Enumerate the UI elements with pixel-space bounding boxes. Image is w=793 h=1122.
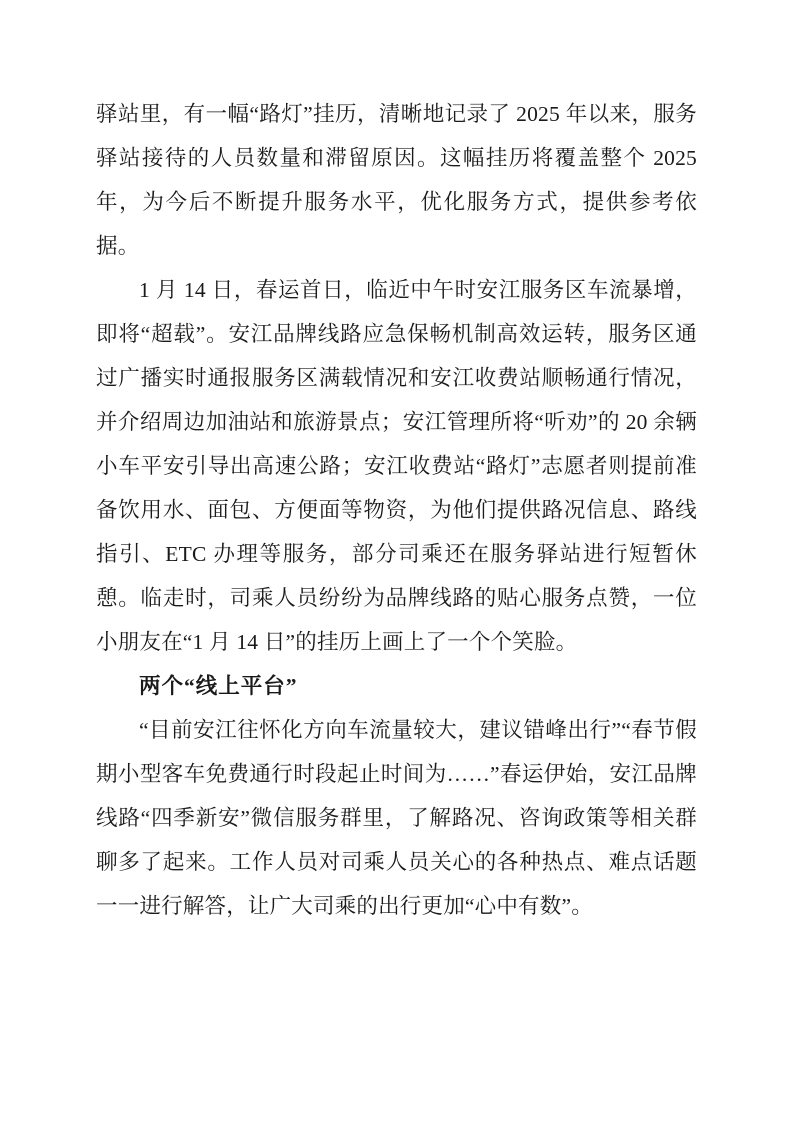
paragraph-1: 驿站里，有一幅“路灯”挂历，清晰地记录了 2025 年以来，服务驿站接待的人员数量和滞留原因。这幅挂历将覆盖整个 2025 年，为今后不断提升服务水平，优化服务方式，提供参考依据。 xyxy=(96,102,697,258)
paragraph-3: “目前安江往怀化方向车流量较大，建议错峰出行”“春节假期小型客车免费通行时段起止时间为……”春运伊始，安江品牌线路“四季新安”微信服务群里，了解路况、咨询政策等相关群聊多了起来。工作人员对司乘人员关心的各种热点、难点话题一一进行解答，让广大司乘的出行更加“心中有数”。 xyxy=(96,718,697,918)
document-body xyxy=(96,92,697,928)
section-heading-online-platforms: 两个“线上平台” xyxy=(139,674,298,698)
paragraph-2: 1 月 14 日，春运首日，临近中午时安江服务区车流暴增，即将“超载”。安江品牌线路应急保畅机制高效运转，服务区通过广播实时通报服务区满载情况和安江收费站顺畅通行情况，并介绍周边加油站和旅游景点；安江管理所将“听劝”的 20 余辆小车平安引导出高速公路；安江收费站“路灯”志愿者则提前准备饮用水、面包、方便面等物资，为他们提供路况信息、路线指引、ETC 办理等服务，部分司乘还在服务驿站进行短暂休憩。临走时，司乘人员纷纷为品牌线路的贴心服务点赞，一位小朋友在“1 月 14 日”的挂历上画上了一个个笑脸。 xyxy=(96,278,697,654)
